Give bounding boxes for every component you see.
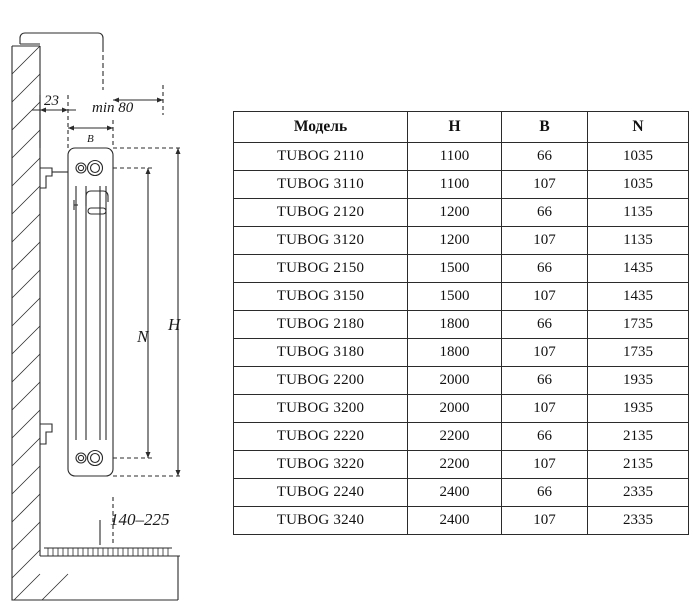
cell-b: 107 xyxy=(502,339,588,367)
sill-outline xyxy=(20,33,103,47)
dim-min-clearance: min 80 xyxy=(92,100,134,116)
table-header-b: B xyxy=(502,112,588,143)
cell-n: 1035 xyxy=(588,143,689,171)
cell-b: 107 xyxy=(502,395,588,423)
cell-model: TUBOG 2200 xyxy=(234,367,408,395)
cell-b: 107 xyxy=(502,507,588,535)
cell-h: 1800 xyxy=(408,311,502,339)
cell-h: 2000 xyxy=(408,395,502,423)
cell-model: TUBOG 3120 xyxy=(234,227,408,255)
cell-b: 107 xyxy=(502,171,588,199)
cell-n: 1735 xyxy=(588,311,689,339)
cell-b: 107 xyxy=(502,451,588,479)
table-row xyxy=(234,199,689,227)
table-header-model: Модель xyxy=(234,112,408,143)
cell-model: TUBOG 2120 xyxy=(234,199,408,227)
table-row xyxy=(234,311,689,339)
cell-model: TUBOG 3220 xyxy=(234,451,408,479)
cell-h: 2000 xyxy=(408,367,502,395)
cell-h: 2200 xyxy=(408,451,502,479)
cell-model: TUBOG 3200 xyxy=(234,395,408,423)
table-header-n: N xyxy=(588,112,689,143)
cell-h: 2400 xyxy=(408,479,502,507)
cell-h: 1100 xyxy=(408,171,502,199)
dim-width-letter: В xyxy=(87,133,94,145)
cell-model: TUBOG 2180 xyxy=(234,311,408,339)
table-row xyxy=(234,395,689,423)
cell-model: TUBOG 3240 xyxy=(234,507,408,535)
cell-b: 66 xyxy=(502,479,588,507)
bracket-bottom xyxy=(40,424,52,444)
cell-model: TUBOG 2150 xyxy=(234,255,408,283)
cell-model: TUBOG 3110 xyxy=(234,171,408,199)
cell-n: 1935 xyxy=(588,395,689,423)
cell-b: 107 xyxy=(502,227,588,255)
cell-n: 1935 xyxy=(588,367,689,395)
cell-n: 2135 xyxy=(588,423,689,451)
cell-model: TUBOG 3150 xyxy=(234,283,408,311)
cell-model: TUBOG 2110 xyxy=(234,143,408,171)
wall-outline xyxy=(12,46,100,600)
cell-model: TUBOG 2240 xyxy=(234,479,408,507)
cell-b: 66 xyxy=(502,423,588,451)
cell-b: 66 xyxy=(502,367,588,395)
specification-table-wrapper xyxy=(233,111,688,535)
cell-model: TUBOG 2220 xyxy=(234,423,408,451)
bracket-top xyxy=(40,168,52,188)
dim-offset-top: 23 xyxy=(44,93,59,109)
cell-n: 1135 xyxy=(588,227,689,255)
table-row xyxy=(234,339,689,367)
dim-center-letter: N xyxy=(137,327,149,346)
cell-b: 66 xyxy=(502,255,588,283)
cell-h: 1800 xyxy=(408,339,502,367)
table-row xyxy=(234,283,689,311)
cell-b: 66 xyxy=(502,199,588,227)
cell-h: 1500 xyxy=(408,283,502,311)
cell-b: 107 xyxy=(502,283,588,311)
table-header-h: H xyxy=(408,112,502,143)
table-header-row xyxy=(234,112,689,143)
table-row xyxy=(234,423,689,451)
cell-n: 1035 xyxy=(588,171,689,199)
cell-n: 2335 xyxy=(588,507,689,535)
cell-h: 1100 xyxy=(408,143,502,171)
cell-n: 2135 xyxy=(588,451,689,479)
table-row xyxy=(234,171,689,199)
cell-n: 1435 xyxy=(588,255,689,283)
cell-h: 2400 xyxy=(408,507,502,535)
table-row xyxy=(234,227,689,255)
dim-height-letter: Н xyxy=(168,315,181,334)
cell-h: 1500 xyxy=(408,255,502,283)
cell-n: 1435 xyxy=(588,283,689,311)
cell-h: 1200 xyxy=(408,227,502,255)
table-row xyxy=(234,479,689,507)
cell-model: TUBOG 3180 xyxy=(234,339,408,367)
cell-n: 1735 xyxy=(588,339,689,367)
cell-b: 66 xyxy=(502,311,588,339)
table-row xyxy=(234,507,689,535)
table-row xyxy=(234,367,689,395)
radiator-drawing xyxy=(0,0,232,613)
table-row xyxy=(234,451,689,479)
specification-table xyxy=(233,111,689,535)
cell-h: 1200 xyxy=(408,199,502,227)
cell-b: 66 xyxy=(502,143,588,171)
cell-n: 2335 xyxy=(588,479,689,507)
dim-floor-distance: 140–225 xyxy=(110,510,170,529)
table-row xyxy=(234,143,689,171)
table-row xyxy=(234,255,689,283)
cell-n: 1135 xyxy=(588,199,689,227)
cell-h: 2200 xyxy=(408,423,502,451)
